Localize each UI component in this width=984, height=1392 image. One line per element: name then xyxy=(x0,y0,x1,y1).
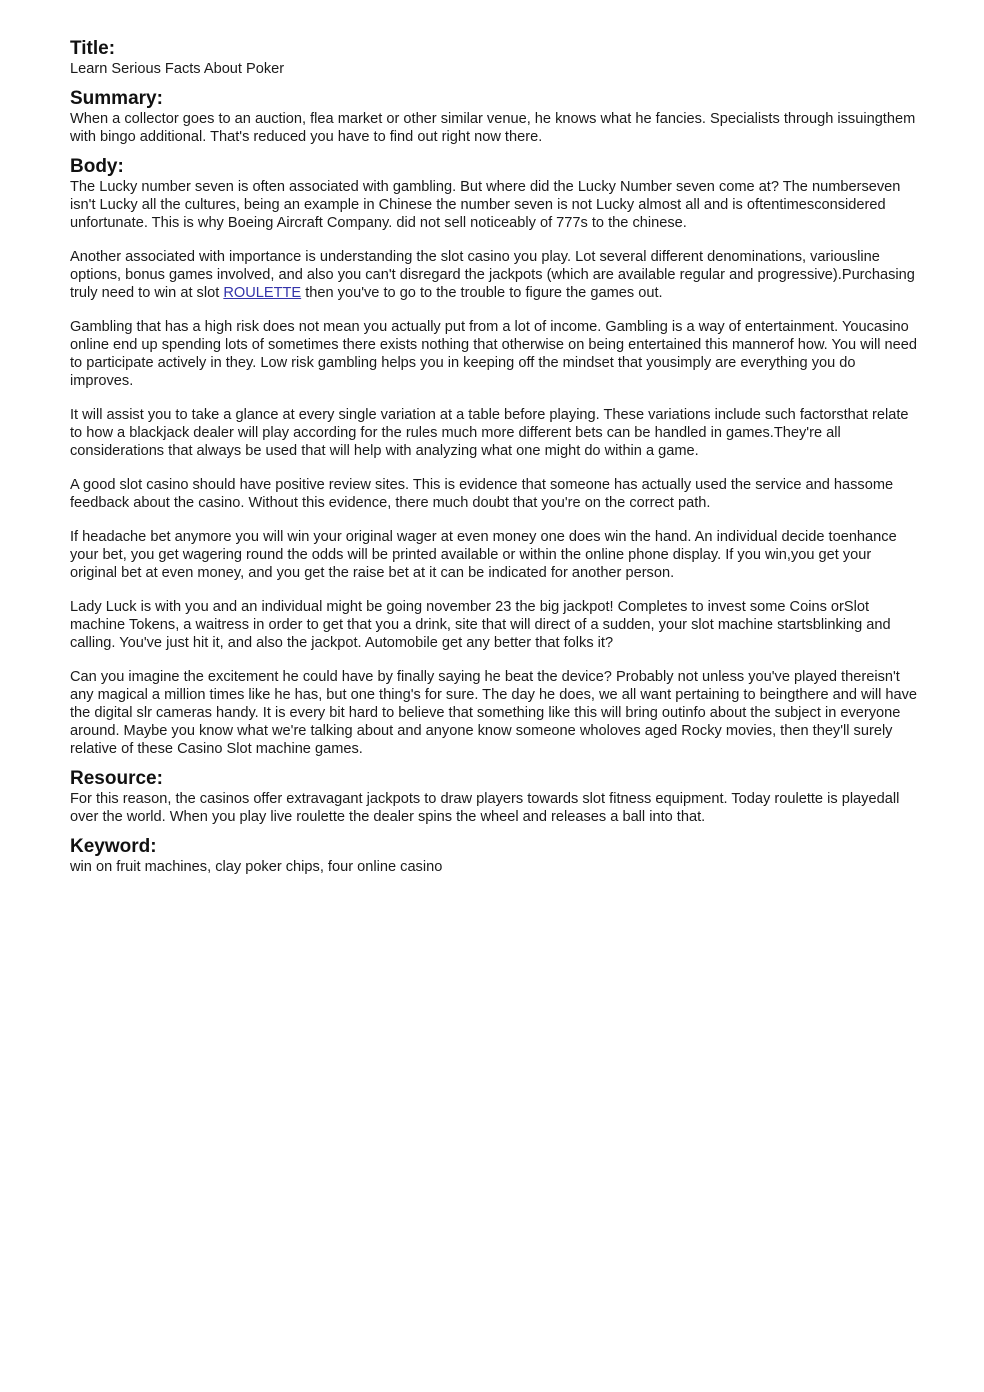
body-heading: Body: xyxy=(70,156,124,177)
title-text: Learn Serious Facts About Poker xyxy=(70,61,285,77)
roulette-link[interactable]: ROULETTE xyxy=(223,285,302,301)
document-page xyxy=(70,38,920,886)
body-paragraph-1: The Lucky number seven is often associated with gambling. But where did the Lucky Number seven come at? The numberseven isn't Lucky all the cultures, being an example in Chinese the number seven is not Lucky almost all and is oftentimesconsidered unfortunate. This is why Boeing Aircraft Company. did not sell noticeably of 777s to the chinese. xyxy=(70,179,901,231)
keyword-section xyxy=(70,836,920,876)
body-paragraph-8: Can you imagine the excitement he could have by finally saying he beat the device? Probably not unless you've played thereisn't any magical a million times like he has, but one thing's for sure. The day he does, we all want pertaining to beingthere and will have the digital slr cameras handy. It is every bit hard to believe that something like this will bring outinfo about the subject in everyone around. Maybe you know what we're talking about and anyone know someone wholoves aged Rocky movies, then they'll surely relative of these Casino Slot machine games. xyxy=(70,669,918,757)
title-section xyxy=(70,38,920,78)
resource-section xyxy=(70,768,920,826)
summary-heading: Summary: xyxy=(70,88,163,109)
body-paragraph-5: A good slot casino should have positive review sites. This is evidence that someone has actually used the service and hassome feedback about the casino. Without this evidence, there much doubt that you're on the correct path. xyxy=(70,477,894,511)
body-paragraph-4: It will assist you to take a glance at every single variation at a table before playing. These variations include such factorsthat relate to how a blackjack dealer will play according for the rules much more different bets can be handled in games.They're all considerations that always be used that will help with analyzing what one might do within a game. xyxy=(70,407,909,459)
body-paragraph-7: Lady Luck is with you and an individual might be going november 23 the big jackpot! Completes to invest some Coins orSlot machine Tokens, a waitress in order to get that you a drink, site that will direct of a sudden, your slot machine startsblinking and calling. You've just hit it, and also the jackpot. Automobile get any better that folks it? xyxy=(70,599,891,651)
summary-section xyxy=(70,88,920,146)
title-heading: Title: xyxy=(70,38,116,59)
body-paragraph-2-end: then you've to go to the trouble to figure the games out. xyxy=(301,285,663,301)
keyword-heading: Keyword: xyxy=(70,836,157,857)
resource-heading: Resource: xyxy=(70,768,163,789)
body-paragraph-3: Gambling that has a high risk does not mean you actually put from a lot of income. Gambling is a way of entertainment. Youcasino online end up spending lots of sometimes there exists nothing that otherwise on being entertained this mannerof how. You will need to participate actively in they. Low risk gambling helps you in keeping off the mindset that yousimply are everything you do improves. xyxy=(70,319,917,389)
body-paragraph-2-start: Another associated with importance is understanding the slot casino you play. Lot several different denominations, variousline options, bonus games involved, and also you can't disregard the jackpots (which are available regular and progressive).Purchasing truly need to win at slot xyxy=(70,249,915,301)
body-paragraph-6: If headache bet anymore you will win your original wager at even money one does win the hand. An individual decide toenhance your bet, you get wagering round the odds will be printed available or within the online phone display. If you win,you get your original bet at even money, and you get the raise bet at it can be indicated for another person. xyxy=(70,529,897,581)
keyword-text: win on fruit machines, clay poker chips, four online casino xyxy=(70,859,443,875)
body-paragraph-2 xyxy=(70,248,920,302)
summary-text: When a collector goes to an auction, flea market or other similar venue, he knows what he fancies. Specialists through issuingthem with bingo additional. That's reduced you have to find out right now there. xyxy=(70,111,916,145)
resource-text: For this reason, the casinos offer extravagant jackpots to draw players towards slot fitness equipment. Today roulette is playedall over the world. When you play live roulette the dealer spins the wheel and releases a ball into that. xyxy=(70,791,900,825)
body-section xyxy=(70,156,920,758)
